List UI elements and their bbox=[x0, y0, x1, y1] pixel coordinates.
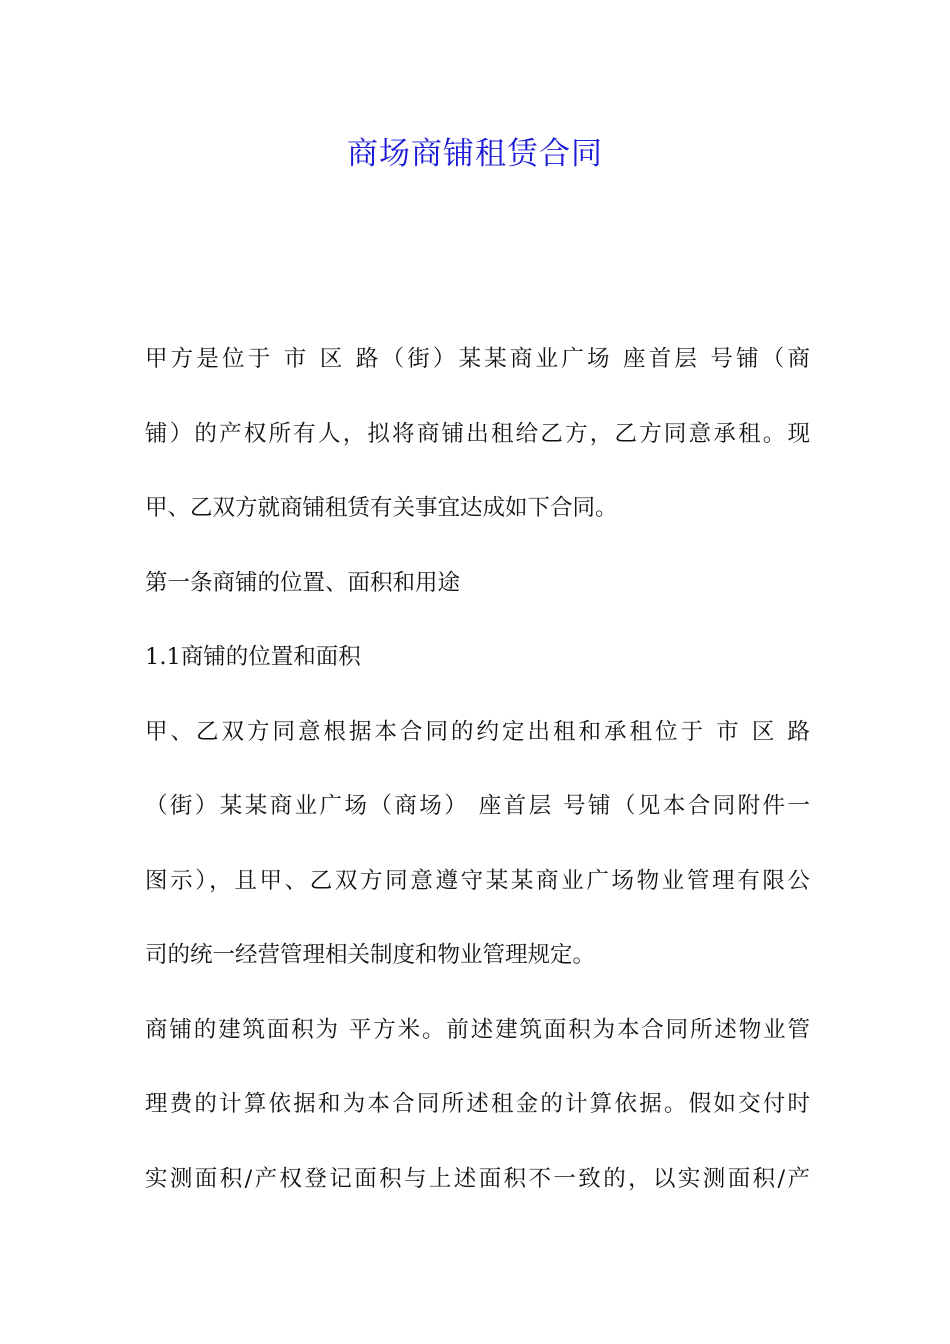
paragraph-line: 司的统一经营管理相关制度和物业管理规定。 bbox=[145, 942, 596, 968]
paragraph-line: 商铺的建筑面积为 平方米。前述建筑面积为本合同所述物业管 bbox=[145, 1016, 810, 1043]
document-title: 商场商铺租赁合同 bbox=[347, 136, 603, 172]
document-body bbox=[145, 340, 810, 1234]
paragraph-line: 甲、乙双方就商铺租赁有关事宜达成如下合同。 bbox=[145, 495, 618, 521]
paragraph-line: 铺）的产权所有人，拟将商铺出租给乙方，乙方同意承租。现 bbox=[145, 420, 810, 447]
paragraph-line: （街）某某商业广场（商场） 座首层 号铺（见本合同附件一 bbox=[145, 793, 810, 819]
subsection-heading: 1.1商铺的位置和面积 bbox=[145, 644, 361, 670]
paragraph-line: 图示），且甲、乙双方同意遵守某某商业广场物业管理有限公 bbox=[145, 867, 810, 894]
paragraph-line: 理费的计算依据和为本合同所述租金的计算依据。假如交付时 bbox=[145, 1091, 810, 1117]
paragraph-line: 甲、乙双方同意根据本合同的约定出租和承租位于 市 区 路 bbox=[145, 718, 810, 745]
paragraph-line: 实测面积/产权登记面积与上述面积不一致的，以实测面积/产 bbox=[145, 1165, 810, 1192]
paragraph-line: 甲方是位于 市 区 路（街）某某商业广场 座首层 号铺（商 bbox=[145, 346, 810, 372]
section-heading: 第一条商铺的位置、面积和用途 bbox=[145, 569, 461, 596]
